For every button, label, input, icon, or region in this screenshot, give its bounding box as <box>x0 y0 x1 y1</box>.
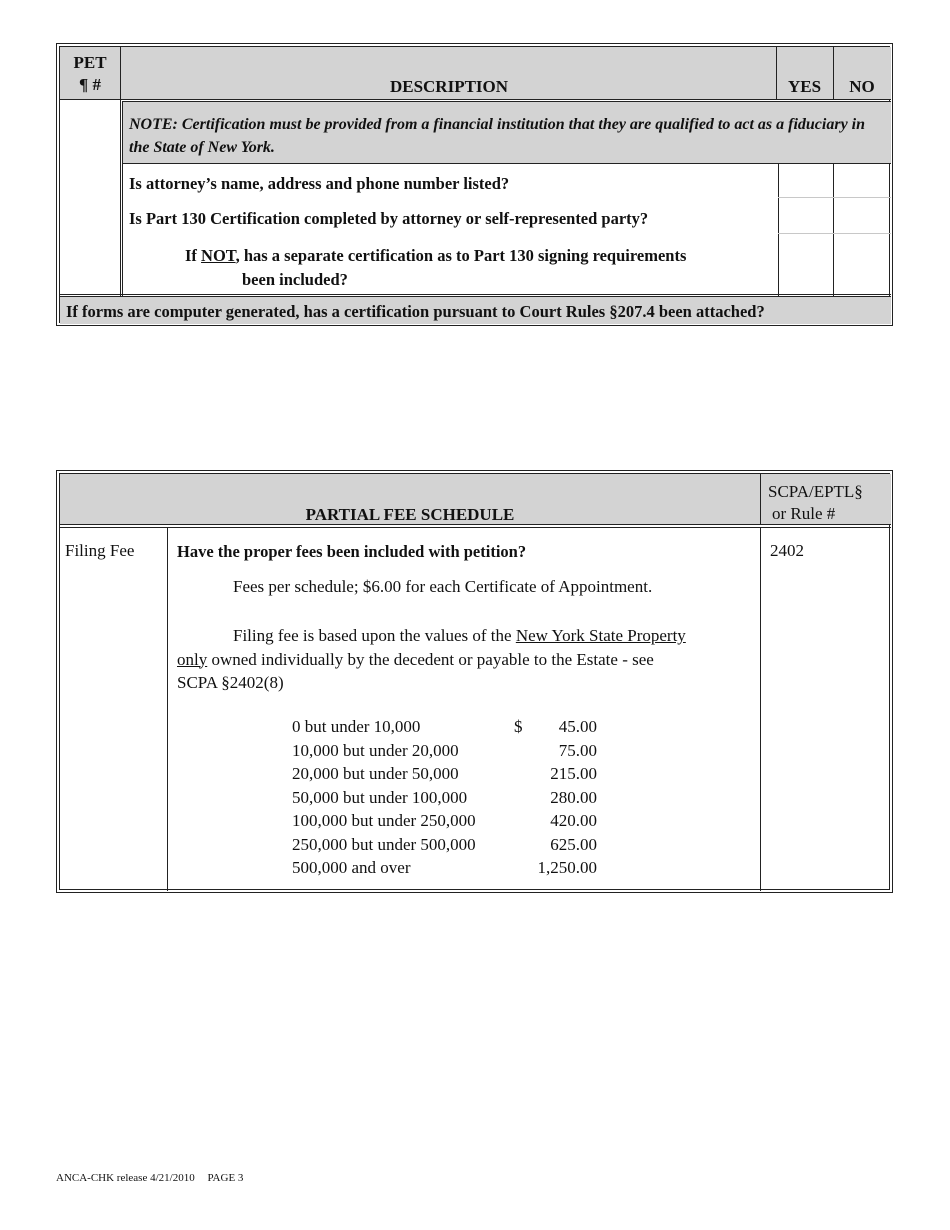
page-footer <box>56 1172 243 1184</box>
fee-row <box>292 858 597 881</box>
fee-row <box>292 811 597 834</box>
fee-amount: 75.00 <box>558 740 597 760</box>
fee-range: 250,000 but under 500,000 <box>292 834 476 854</box>
fee-row <box>292 764 597 787</box>
fee-range: 0 but under 10,000 <box>292 717 421 736</box>
fiduciary-note: NOTE: Certification must be provided from a financial institution that they are qualified to act as a fiduciary in the State of New York. <box>129 116 866 156</box>
fee-amount: 1,250.00 <box>537 858 597 877</box>
fee-range: 100,000 but under 250,000 <box>292 811 476 830</box>
fee-row <box>292 788 597 811</box>
yes-checkbox-attorney-info[interactable] <box>779 164 832 196</box>
no-checkbox-attorney-info[interactable] <box>834 164 890 196</box>
fee-amount: 625.00 <box>550 834 597 854</box>
page-number: PAGE 3 <box>207 1172 244 1184</box>
yes-checkbox-part130[interactable] <box>779 198 832 232</box>
checklist-table <box>56 43 893 326</box>
fee-range: 10,000 but under 20,000 <box>292 740 459 760</box>
fee-amount: 280.00 <box>550 787 597 807</box>
fee-amount: 45.00 <box>558 717 597 736</box>
yes-column-header: YES <box>787 77 822 96</box>
no-checkbox-part130[interactable] <box>834 198 890 232</box>
fee-schedule-title: PARTIAL FEE SCHEDULE <box>305 505 515 524</box>
rule-column-header: SCPA/EPTL§ or Rule # <box>768 482 863 523</box>
fee-row <box>292 717 597 740</box>
fee-row <box>292 835 597 858</box>
filing-fee-label: Filing Fee <box>65 541 135 560</box>
fee-range: 50,000 but under 100,000 <box>292 787 468 807</box>
fee-schedule-table <box>56 470 893 893</box>
question-separate-certification: If NOT, has a separate certification as to Part 130 signing requirements been included? <box>185 246 687 289</box>
question-part130-certification: Is Part 130 Certification completed by attorney or self-represented party? <box>129 209 649 228</box>
currency-symbol: $ <box>514 717 523 736</box>
fee-range: 500,000 and over <box>292 858 411 877</box>
rule-number: 2402 <box>770 541 804 560</box>
fee-amount: 215.00 <box>550 764 597 783</box>
no-column-header: NO <box>849 77 875 96</box>
question-attorney-info: Is attorney’s name, address and phone number listed? <box>129 174 510 193</box>
fee-row <box>292 741 597 764</box>
question-computer-generated-forms: If forms are computer generated, has a certification pursuant to Court Rules §207.4 been attached? <box>66 302 765 321</box>
fees-note: Fees per schedule; $6.00 for each Certificate of Appointment. <box>233 577 653 596</box>
release-text: ANCA-CHK release 4/21/2010 <box>56 1172 195 1184</box>
fee-question: Have the proper fees been included with petition? <box>177 542 527 561</box>
no-checkbox-separate-cert[interactable] <box>834 234 890 293</box>
fee-amount: 420.00 <box>550 811 597 830</box>
pet-column-header: PET ¶ # <box>73 53 107 94</box>
fee-range: 20,000 but under 50,000 <box>292 764 459 783</box>
yes-checkbox-separate-cert[interactable] <box>779 234 832 293</box>
fee-basis-paragraph: Filing fee is based upon the values of the New York State Property only owned individually by the decedent or payable to the Estate - see SCPA §2402(8) <box>177 626 686 692</box>
description-column-header: DESCRIPTION <box>389 77 509 96</box>
